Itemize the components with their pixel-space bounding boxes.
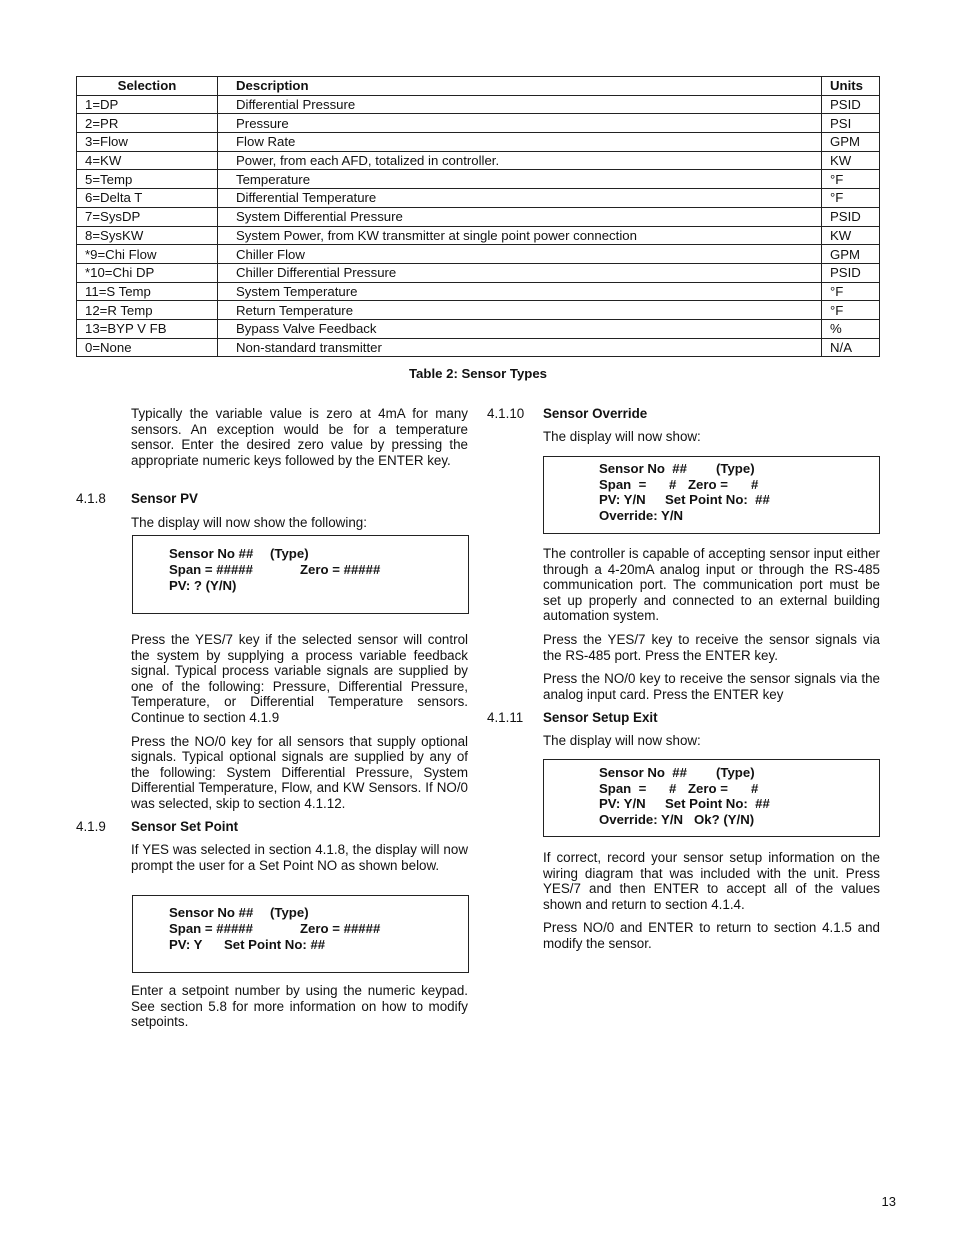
cell-selection: 12=R Temp [77,301,218,320]
cell-description: System Power, from KW transmitter at single point power connection [218,226,822,245]
section-title: Sensor Set Point [131,819,239,834]
cell-units: °F [822,282,880,301]
cell-description: Chiller Differential Pressure [218,263,822,282]
cell-description: Return Temperature [218,301,822,320]
display-box-sensor-override [543,456,880,534]
table-row [77,226,880,245]
table-caption: Table 2: Sensor Types [408,366,548,381]
display-line: Zero = [688,781,728,796]
cell-description: Differential Temperature [218,189,822,208]
cell-units: GPM [822,245,880,264]
table-header-row [77,77,880,96]
cell-description: System Differential Pressure [218,207,822,226]
display-box-sensor-pv [132,535,469,614]
cell-selection: 0=None [77,338,218,357]
table-row [77,189,880,208]
set-point-paragraph: Enter a setpoint number by using the numeric keypad. See section 5.8 for more information on how to modify setpoints. [131,983,468,1030]
column-header-units: Units [822,77,880,96]
table-body [77,95,880,357]
cell-selection: 8=SysKW [77,226,218,245]
display-line: Override: Y/N Ok? (Y/N) [599,812,755,827]
table-row [77,114,880,133]
display-line: PV: Y/N [599,492,646,507]
cell-description: Bypass Valve Feedback [218,319,822,338]
section-number: 4.1.10 [487,406,525,421]
display-box-set-point [132,895,469,973]
section-title: Sensor Setup Exit [543,710,658,725]
display-line: Span = ##### [169,921,253,936]
column-header-description: Description [218,77,822,96]
display-line: Override: Y/N [599,508,684,523]
cell-selection: 2=PR [77,114,218,133]
cell-selection: 11=S Temp [77,282,218,301]
cell-selection: 3=Flow [77,133,218,152]
cell-units: GPM [822,133,880,152]
display-line: PV: Y [169,937,203,952]
display-line: # [669,781,677,796]
section-title: Sensor Override [543,406,648,421]
display-line: # [751,477,759,492]
cell-description: Non-standard transmitter [218,338,822,357]
cell-selection: *10=Chi DP [77,263,218,282]
display-line: Sensor No ## [599,461,687,476]
cell-units: °F [822,170,880,189]
cell-units: PSID [822,95,880,114]
cell-description: Power, from each AFD, totalized in controller. [218,151,822,170]
display-line: PV: Y/N [599,796,646,811]
section-title: Sensor PV [131,491,198,506]
display-line: Zero = [688,477,728,492]
cell-description: System Temperature [218,282,822,301]
display-line: (Type) [716,461,755,476]
sensor-setup-exit-paragraphs: If correct, record your sensor setup information on the wiring diagram that was included with the unit. Press YES/7 and then ENTER to accept all of the values shown and return to section 4.1.4. Press NO/0 and ENTER to return to section 4.1.5 and modify the sensor. [543,850,880,951]
section-number: 4.1.11 [487,710,524,725]
table-row [77,245,880,264]
cell-selection: 5=Temp [77,170,218,189]
display-line: Sensor No ## [169,546,254,561]
page-number: 13 [881,1194,896,1209]
display-line: (Type) [270,546,309,561]
cell-description: Differential Pressure [218,95,822,114]
display-line: Set Point No: ## [665,796,770,811]
display-line: (Type) [270,905,309,920]
cell-units: KW [822,151,880,170]
section-lead-4-1-9: If YES was selected in section 4.1.8, the display will now prompt the user for a Set Point NO as shown below. [131,842,468,873]
display-line: (Type) [716,765,755,780]
display-line: Sensor No ## [169,905,254,920]
display-line: Zero = ##### [300,562,381,577]
cell-description: Flow Rate [218,133,822,152]
display-line: # [751,781,759,796]
display-line: Span = [599,781,647,796]
display-line: Set Point No: ## [665,492,770,507]
cell-selection: 7=SysDP [77,207,218,226]
table-row [77,338,880,357]
table-row [77,133,880,152]
section-lead-4-1-10: The display will now show: [543,429,701,444]
cell-units: PSID [822,263,880,282]
display-line: Zero = ##### [300,921,381,936]
cell-selection: 1=DP [77,95,218,114]
cell-units: N/A [822,338,880,357]
table-row [77,207,880,226]
table-row [77,301,880,320]
table-row [77,282,880,301]
table-row [77,319,880,338]
display-line: Span = ##### [169,562,253,577]
display-box-sensor-setup-exit [543,759,880,837]
column-header-selection: Selection [77,77,218,96]
sensor-pv-paragraphs: Press the YES/7 key if the selected sensor will control the system by supplying a process variable feedback signal. Typical process variable signals are supplied by one of the following: Pressure, Differential Pressure, Temperature, or Differential Temperature sensors. Continue to section 4.1.9 Press the NO/0 key for all sensors that supply optional signals. Typical optional signals are supplied by any of the following: System Differential Pressure, System Differential Temperature, Flow, and KW Sensors. If NO/0 was selected, skip to section 4.1.12. [131,632,468,811]
cell-description: Pressure [218,114,822,133]
display-line: Sensor No ## [599,765,687,780]
table-row [77,170,880,189]
cell-selection: 6=Delta T [77,189,218,208]
display-line: # [669,477,677,492]
cell-description: Chiller Flow [218,245,822,264]
section-lead-4-1-8: The display will now show the following: [131,515,367,530]
cell-description: Temperature [218,170,822,189]
section-number: 4.1.9 [76,819,106,834]
cell-units: °F [822,189,880,208]
sensor-override-paragraphs: The controller is capable of accepting sensor input either through a 4-20mA analog input or through the RS-485 communication port. The communication port must be set up properly and connected to an external building automation system. Press the YES/7 key to receive the sensor signals via the RS-485 port. Press the ENTER key. Press the NO/0 key to receive the sensor signals via the analog input card. Press the ENTER key [543,546,880,702]
cell-units: PSI [822,114,880,133]
intro-paragraph: Typically the variable value is zero at 4mA for many sensors. An exception would be for a temperature sensor. Enter the desired zero value by pressing the appropriate numeric keys followed by the ENTER key. [131,406,468,468]
section-number: 4.1.8 [76,491,106,506]
cell-units: PSID [822,207,880,226]
cell-units: % [822,319,880,338]
cell-units: °F [822,301,880,320]
cell-selection: 4=KW [77,151,218,170]
table-row [77,95,880,114]
section-lead-4-1-11: The display will now show: [543,733,701,748]
table-row [77,151,880,170]
display-line: Span = [599,477,647,492]
display-line: Set Point No: ## [224,937,326,952]
cell-selection: 13=BYP V FB [77,319,218,338]
display-line: PV: ? (Y/N) [169,578,237,593]
sensor-types-table [76,76,880,357]
table-row [77,263,880,282]
cell-selection: *9=Chi Flow [77,245,218,264]
cell-units: KW [822,226,880,245]
